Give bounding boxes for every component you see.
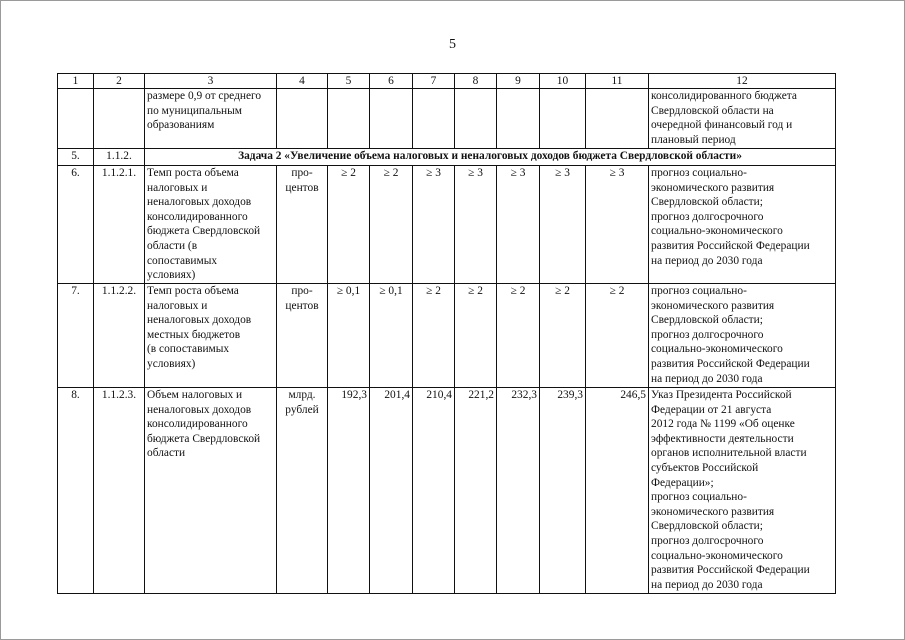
text-line: бюджета Свердловской <box>147 225 261 238</box>
column-number-row <box>58 74 836 89</box>
value-cell <box>328 89 370 149</box>
source-cell <box>649 284 836 388</box>
row-code-cell: 1.1.2. <box>94 149 145 166</box>
text-line: 2012 года № 1199 «Об оценке <box>651 418 795 431</box>
value-cell: ≥ 3 <box>497 166 540 284</box>
text-line: очередной финансовый год и <box>651 119 793 132</box>
text-line: Федерации от 21 августа <box>651 403 772 416</box>
text-line: прогноз социально- <box>651 285 747 297</box>
text-line: на период до 2030 года <box>651 372 763 385</box>
value-cell: 221,2 <box>455 388 497 594</box>
text-line: субъектов Российской <box>651 461 759 474</box>
text-line: области <box>147 447 186 460</box>
header-cell: 4 <box>277 74 328 89</box>
header-cell: 2 <box>94 74 145 89</box>
text-line: Темп роста объема <box>147 167 239 179</box>
row-code-cell: 1.1.2.1. <box>94 166 145 284</box>
text-line: консолидированного бюджета <box>651 90 797 102</box>
value-cell <box>586 89 649 149</box>
text-line: Свердловской области; <box>651 196 763 209</box>
continuation-row <box>58 89 836 149</box>
text-line: местных бюджетов <box>147 328 241 341</box>
value-cell: 239,3 <box>540 388 586 594</box>
value-cell: ≥ 3 <box>540 166 586 284</box>
text-line: развития Российской Федерации <box>651 239 810 252</box>
value-cell <box>370 89 413 149</box>
value-cell <box>455 89 497 149</box>
text-line: на период до 2030 года <box>651 578 763 591</box>
text-line: социально-экономического <box>651 343 783 356</box>
text-line: бюджета Свердловской <box>147 432 261 445</box>
row-code-cell <box>94 89 145 149</box>
text-line: органов исполнительной власти <box>651 447 807 460</box>
text-line: сопоставимых <box>147 254 218 267</box>
row-code-cell: 1.1.2.2. <box>94 284 145 388</box>
header-cell: 11 <box>586 74 649 89</box>
text-line: Свердловской области; <box>651 314 763 327</box>
value-cell: 210,4 <box>413 388 455 594</box>
header-cell: 12 <box>649 74 836 89</box>
text-line: прогноз долгосрочного <box>651 210 764 223</box>
text-line: про- <box>291 167 313 179</box>
value-cell: ≥ 2 <box>540 284 586 388</box>
text-line: размере 0,9 от среднего <box>147 90 262 102</box>
unit-cell <box>277 166 328 284</box>
text-line: развития Российской Федерации <box>651 357 810 370</box>
text-line: млрд. <box>288 389 316 401</box>
header-cell: 3 <box>145 74 277 89</box>
header-cell: 5 <box>328 74 370 89</box>
indicator-name-cell <box>145 166 277 284</box>
row-number-cell: 7. <box>58 284 94 388</box>
value-cell: ≥ 0,1 <box>328 284 370 388</box>
unit-cell <box>277 284 328 388</box>
header-cell: 9 <box>497 74 540 89</box>
text-line: развития Российской Федерации <box>651 564 810 577</box>
value-cell: ≥ 2 <box>586 284 649 388</box>
indicator-name-cell <box>145 89 277 149</box>
indicator-name-cell <box>145 284 277 388</box>
text-line: неналоговых доходов <box>147 403 252 416</box>
text-line: налоговых и <box>147 181 208 194</box>
text-line: условиях) <box>147 357 196 370</box>
text-line: Темп роста объема <box>147 285 239 297</box>
row-number-cell: 8. <box>58 388 94 594</box>
text-line: Объем налоговых и <box>147 389 243 401</box>
indicator-row <box>58 284 836 388</box>
unit-cell <box>277 388 328 594</box>
source-cell <box>649 89 836 149</box>
row-number-cell: 6. <box>58 166 94 284</box>
text-line: экономического развития <box>651 505 775 518</box>
value-cell: ≥ 3 <box>413 166 455 284</box>
text-line: (в сопоставимых <box>147 343 230 356</box>
source-cell <box>649 166 836 284</box>
value-cell: ≥ 0,1 <box>370 284 413 388</box>
header-cell: 6 <box>370 74 413 89</box>
value-cell <box>540 89 586 149</box>
task-title: Задача 2 «Увеличение объема налоговых и неналоговых доходов бюджета Свердловской области» <box>145 149 836 166</box>
text-line: плановый период <box>651 133 736 146</box>
value-cell: 232,3 <box>497 388 540 594</box>
text-line: социально-экономического <box>651 225 783 238</box>
text-line: образованиям <box>147 119 215 132</box>
text-line: прогноз долгосрочного <box>651 328 764 341</box>
row-code-cell: 1.1.2.3. <box>94 388 145 594</box>
text-line: по муниципальным <box>147 104 243 117</box>
text-line: Федерации»; <box>651 476 714 489</box>
text-line: социально-экономического <box>651 549 783 562</box>
text-line: Свердловской области на <box>651 104 774 117</box>
text-line: Указ Президента Российской <box>651 389 792 401</box>
value-cell: ≥ 2 <box>370 166 413 284</box>
text-line: рублей <box>285 403 319 416</box>
page-number: 5 <box>449 37 456 52</box>
value-cell <box>413 89 455 149</box>
text-line: области (в <box>147 239 198 252</box>
row-number-cell <box>58 89 94 149</box>
value-cell: ≥ 2 <box>497 284 540 388</box>
text-line: про- <box>291 285 313 297</box>
text-line: неналоговых доходов <box>147 314 252 327</box>
text-line: центов <box>285 181 319 194</box>
row-number-cell: 5. <box>58 149 94 166</box>
text-line: на период до 2030 года <box>651 254 763 267</box>
header-cell: 10 <box>540 74 586 89</box>
value-cell: ≥ 2 <box>413 284 455 388</box>
indicator-row <box>58 388 836 594</box>
text-line: консолидированного <box>147 210 248 223</box>
text-line: экономического развития <box>651 181 775 194</box>
value-cell: 246,5 <box>586 388 649 594</box>
text-line: условиях) <box>147 269 196 282</box>
text-line: прогноз социально- <box>651 491 747 504</box>
value-cell <box>497 89 540 149</box>
value-cell: 192,3 <box>328 388 370 594</box>
indicators-table <box>57 73 836 594</box>
header-cell: 1 <box>58 74 94 89</box>
text-line: прогноз социально- <box>651 167 747 179</box>
value-cell: ≥ 2 <box>455 284 497 388</box>
value-cell: ≥ 3 <box>455 166 497 284</box>
text-line: консолидированного <box>147 418 248 431</box>
text-line: Свердловской области; <box>651 520 763 533</box>
unit-cell <box>277 89 328 149</box>
task-row <box>58 149 836 166</box>
header-cell: 7 <box>413 74 455 89</box>
text-line: центов <box>285 299 319 312</box>
indicator-name-cell <box>145 388 277 594</box>
text-line: налоговых и <box>147 299 208 312</box>
value-cell: ≥ 3 <box>586 166 649 284</box>
indicator-row <box>58 166 836 284</box>
text-line: прогноз долгосрочного <box>651 534 764 547</box>
value-cell: 201,4 <box>370 388 413 594</box>
text-line: эффективности деятельности <box>651 432 794 445</box>
text-line: неналоговых доходов <box>147 196 252 209</box>
source-cell <box>649 388 836 594</box>
header-cell: 8 <box>455 74 497 89</box>
text-line: экономического развития <box>651 299 775 312</box>
value-cell: ≥ 2 <box>328 166 370 284</box>
